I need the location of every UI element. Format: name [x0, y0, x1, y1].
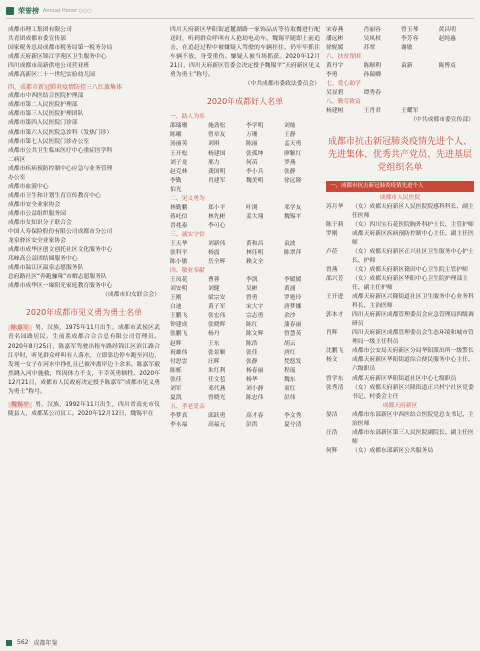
org-line: 成都市中西医结合医院护理部 [8, 93, 84, 100]
column-3 [326, 26, 474, 456]
person-name: 岳全辉 [208, 259, 226, 266]
person-name: 付思雲 [170, 358, 188, 365]
name-grid [326, 107, 474, 116]
awardee-desc: 成都市公安局天府新区分局华阳派出所一级警长 [352, 348, 474, 355]
person-name: 张宏伟 [208, 313, 226, 320]
group-title: 八、勤劳致富 [326, 99, 361, 106]
page-header [6, 5, 474, 17]
person-name: 刘健 [208, 286, 220, 293]
awardee-name: 沈鹏飞 [326, 348, 344, 355]
name-grid [170, 240, 320, 267]
person-name: 刘子龙 [170, 159, 188, 166]
person-name: 邵瑞珊 [170, 123, 188, 130]
person-name: 杨震 [208, 250, 220, 257]
org-line: 成都市第六人民医院急诊科（发热门诊） [8, 129, 113, 136]
person-name: 刘小静 [246, 385, 264, 392]
person-name: 曾玉琴 [401, 27, 419, 33]
org-line: 共青团成都市委宣传部 [8, 36, 66, 43]
header-divider [6, 18, 474, 19]
col2-signature: （中共成都市委政法委员会） [244, 81, 320, 88]
awardee-desc: （女）四川宝石花医院胸外科护士长、主管护师 [352, 221, 474, 228]
group-title: 四、敬业奉献 [170, 268, 205, 275]
awardee-name: 晏洁 [326, 411, 338, 418]
org-line: 成都市女知识分子联合会 [8, 219, 72, 226]
person-name: 王肖君 [363, 108, 381, 115]
hero-paragraph-1 [8, 324, 160, 396]
org-line: 成都市公共卫生临床医疗中心重症医学科 [8, 147, 113, 154]
person-name: 王开松 [170, 150, 188, 157]
name-grid [170, 276, 320, 403]
person-name: 赖文全 [246, 259, 264, 266]
person-name: 袁新 [401, 63, 413, 70]
person-name: 胡云 [284, 340, 296, 347]
person-name: 徐远隆 [284, 177, 302, 184]
person-name: 张静 [284, 168, 296, 175]
person-name: 陈文辉 [246, 331, 264, 338]
person-name: 袁波 [284, 240, 296, 247]
person-name: 宋大宇 [246, 304, 264, 311]
person-name: 龚国明 [208, 168, 226, 175]
name-grid [170, 122, 320, 194]
org-line: 成都市安全业家协会 [8, 201, 61, 208]
org-line: 成都市第二人民医院护理部 [8, 102, 78, 109]
awardee-name: 罗刚 [326, 230, 338, 237]
awardee-name: 张秀清 [326, 384, 344, 391]
person-name: 白迪 [170, 304, 182, 311]
person-name: 王天华 [170, 240, 188, 247]
person-name: 邱跃勇 [208, 412, 226, 419]
person-name: 朱红利 [208, 367, 226, 374]
awardee-desc: 四川天府新区成都管理委员会生态环境和城市管理局一级主任科员 [352, 330, 474, 346]
person-name: 夏凯 [170, 394, 182, 401]
person-name: 邢力 [208, 159, 220, 166]
person-name: 彭洪 [246, 421, 258, 428]
org-line: 成都市成华区一缘阳光家庭教育服务中心 [8, 283, 113, 290]
person-name: 张鹏飞 [170, 331, 188, 338]
person-name: 汤丽英 [170, 141, 188, 148]
person-name: 林佳明 [246, 250, 264, 257]
person-name: 李文秀 [284, 412, 302, 419]
person-name: 李媛媛 [284, 277, 302, 284]
person-name: 赵辉 [170, 340, 182, 347]
org-line: 成都市理工集团有限公司 [8, 27, 72, 33]
person-name: 张晓晖 [208, 322, 226, 329]
name-grid [326, 62, 474, 80]
person-name: 郑小平 [208, 204, 226, 211]
person-name: 蒋吒信 [170, 213, 188, 220]
org-line: 龙泉驿区安全业家协会 [8, 238, 66, 245]
good-people-groups-continued [326, 26, 474, 116]
awardee-desc: 成都天府新区华阳街道社区中心七级职员 [352, 375, 457, 382]
org-line: 四川成都市高新供电公司营业班 [8, 63, 90, 70]
subsection-bar: 一、成都市抗击新冠肺炎疫情先进个人 [326, 181, 474, 192]
person-name: 张静 [246, 358, 258, 365]
person-name: 陈曦 [170, 132, 182, 139]
column-2 [170, 26, 320, 430]
group-title: 二、见义勇为 [170, 195, 205, 202]
section-title-heroes: 2020年成都市见义勇为勇士名单 [25, 308, 143, 318]
person-name: 苏翠 [363, 45, 376, 52]
person-name: 李凯 [246, 277, 258, 284]
reward-list-2 [326, 411, 474, 456]
person-name: 何苗 [246, 159, 258, 166]
person-name: 曾章友 [208, 132, 226, 139]
person-name: 张佳 [170, 376, 182, 383]
person-name: 李可心 [208, 222, 226, 229]
org-line: 成都市血液中心 [8, 183, 49, 190]
person-name: 余沙 [284, 313, 296, 320]
header-title: 荣誉榜 [18, 7, 39, 15]
page-marker-icon [6, 640, 12, 646]
person-name: 王耀军 [401, 108, 419, 115]
person-name: 陈红 [246, 322, 258, 329]
group-title: 六、扶贫帮困 [326, 54, 361, 61]
person-name: 杨建国 [208, 150, 226, 157]
person-name: 陈忠伟 [246, 394, 264, 401]
hero-name-tag: 陈嘉军 [8, 325, 32, 331]
name-grid [326, 26, 474, 53]
subsection-title: 四、成都市新冠肺炎疫情防控三八红旗集体 [8, 84, 123, 92]
person-name: 吴显碧 [326, 90, 344, 97]
page-number: 562 [17, 639, 29, 646]
awardee-desc: （女）成都东部新区公共服务局 [352, 447, 434, 454]
person-name: 罗艳玲 [284, 295, 302, 302]
person-name: 陈顺利 [363, 63, 381, 70]
awardee-name: 陈于莉 [326, 221, 344, 228]
person-name: 陈博贞 [438, 63, 456, 70]
org-list-top [8, 26, 160, 80]
person-name: 高才春 [246, 412, 264, 419]
person-name: 陈浩 [246, 340, 258, 347]
person-name: 李勇 [326, 72, 338, 79]
person-name: 宗志勇 [246, 313, 264, 320]
person-name: 夏兮清 [284, 421, 302, 428]
person-name: 魏美明 [246, 177, 264, 184]
section-badge-icon [6, 7, 14, 15]
person-name: 王刚 [170, 295, 182, 302]
awardee-name: 苏月华 [326, 203, 344, 210]
org-line: 成都市第七人民医院门诊办公室 [8, 138, 90, 145]
person-name: 杨华 [246, 376, 258, 383]
person-name: 李梦真 [170, 412, 188, 419]
hero-paragraph-continued: 四川天府新区华阳街道麓湖路一家饰品店等待取餐进行配送时，听到群众呼叫有人抢劫电动车。魏锡平随即上前追击，在追赶过程中被嫌疑人驾驶的车辆挂住，仍牢牢抓住车辆不放，身受重伤。嫌疑人被当场抓获。2020年12月21日，四川天府新区管委会决定授予魏锡平“天府新区见义勇为勇士”称号。 [170, 27, 320, 79]
person-name: 伯光 [170, 186, 182, 193]
person-name: 谢敏 [401, 45, 413, 52]
person-name: 宋春燕 [326, 27, 344, 33]
hero-text: 男，汉族，1975年11月出生，成都市武侯区武青名园路居民。生前系成都合合合总有限公司管理员。2020年8月25日，陈嘉军驾驶出租车路经锦江区滨江路合江亭时，听见群众呼叫有人落水，立即靠边停车跑至河边，发现一女子在河水中挣扎且已被冲离岸边十余米。陈嘉军毅然跳入河中施救，终因体力不支，不幸英勇牺牲。2020年12月21日，成都市人民政府决定授予陈嘉军“成都市见义勇为勇士”称号。 [8, 325, 160, 395]
person-name: 王静 [284, 132, 296, 139]
awardee-name: 卢莅 [326, 248, 338, 255]
person-name: 唐梦娜 [284, 304, 302, 311]
person-name: 唐红 [284, 349, 296, 356]
person-name: 赵克林 [170, 168, 188, 175]
org-line: 成都高新区二十一世纪实验幼儿园 [8, 72, 95, 79]
person-name: 邓代燕 [208, 385, 226, 392]
person-name: 彭伟 [284, 394, 296, 401]
column-1 [8, 26, 160, 419]
group-title: 一、助人为乐 [170, 114, 205, 121]
awardee-name: 何辉 [326, 447, 338, 454]
person-name: 徐妮媛 [326, 45, 344, 52]
org-line: 成都天府新区锦江学苑区卫生服务中心 [8, 54, 107, 61]
group-title: 七、爱心助学 [326, 81, 361, 88]
org-line: 成都市疾病预防控制中心应急与业务管理 [8, 165, 113, 172]
person-name: 陈栎 [170, 367, 182, 374]
person-name: 廖颖红 [284, 150, 302, 157]
awardee-desc: 成都天府新区兴隆街道社区卫生服务中心业务科科长、主治医师 [352, 294, 474, 310]
org-list-honor [8, 92, 160, 291]
person-name: 吴彬 [246, 286, 258, 293]
person-name: 李学明 [246, 123, 264, 130]
person-name: 李永福 [170, 421, 188, 428]
person-name: 高福元 [208, 421, 226, 428]
person-name: 刘琪 [208, 141, 220, 148]
person-name: 张佳 [246, 349, 258, 356]
name-grid [170, 412, 320, 430]
awardee-name: 杨文 [326, 357, 338, 364]
person-name: 陈丽 [246, 141, 258, 148]
person-name: 程瑶 [284, 367, 296, 374]
page-footer [6, 638, 57, 647]
person-name: 李芳容 [401, 36, 419, 43]
col1-signature: （成都市妇女联合会） [102, 292, 160, 299]
name-grid [326, 89, 474, 98]
person-name: 张孤坤 [246, 150, 264, 157]
good-people-groups [170, 113, 320, 430]
person-name: 张科平 [170, 250, 188, 257]
person-name: 姜大翔 [246, 213, 264, 220]
person-name: 刘灿 [284, 123, 296, 130]
awardee-desc: 成都天府新区疾病预防控制中心主任、副主任医师 [352, 230, 474, 246]
org-line: 办公室 [8, 174, 26, 181]
person-name: 曾晓光 [208, 394, 226, 401]
awardee-desc: 成都市东部新区第三人民医院副院长、副主任医师 [352, 429, 474, 445]
person-name: 潘远彬 [326, 36, 344, 43]
person-name: 陈翠萍 [284, 250, 302, 257]
awardee-name: 肖辉 [326, 330, 338, 337]
awardee-desc: （女）成都天府新区正兴社区卫生服务中心护士长、护师 [352, 248, 474, 264]
awardee-desc: （女）成都天府新区人民医院院感科科长、副主任医师 [352, 203, 474, 219]
person-name: 王凤花 [170, 277, 188, 284]
person-name: 孙瑞卿 [363, 72, 381, 79]
person-name: 黄涌 [284, 286, 296, 293]
awardee-desc: 四川天府新区成都管理委员会应急管理局四级调研员 [352, 312, 474, 328]
person-name: 曾慧英 [284, 331, 302, 338]
person-name: 叶浏 [246, 204, 258, 211]
group-title: 五、孝老爱亲 [170, 403, 205, 410]
person-name: 黄和昌 [246, 240, 264, 247]
person-name: 杨建树 [326, 108, 344, 115]
person-name: 王鹏飞 [170, 313, 188, 320]
unit-label: 成都市人民医院 [379, 194, 421, 201]
org-line: 成都市温江区温泉志愿服务队 [8, 265, 84, 272]
person-name: 肖建军 [208, 177, 226, 184]
person-name: 邓学友 [284, 204, 302, 211]
awardee-desc: 成都天府新区华阳街道综合便民服务中心主任、六级职员 [352, 357, 474, 373]
org-line: 成都市第四人民医院门诊部 [8, 120, 78, 127]
person-name: 黄子军 [208, 304, 226, 311]
person-name: 张景顺 [208, 349, 226, 356]
awardee-desc: （女）成都天府新区籍田中心卫生院主管护师 [352, 266, 468, 273]
person-name: 孟天勇 [284, 141, 302, 148]
awardee-name: 曾学东 [326, 375, 344, 382]
org-line: 成都市成华区创文创托社区文化服务中心 [8, 247, 113, 254]
org-line: 邛崃高公益团结圈服务中心 [8, 256, 78, 263]
person-name: 陈小敏 [170, 259, 188, 266]
awardee-name: 邵兴芳 [326, 275, 344, 282]
person-name: 魏锡平 [284, 213, 302, 220]
person-name: 谭秀春 [363, 90, 381, 97]
group-title: 三、诚实守信 [170, 231, 205, 238]
person-name: 杨春丽 [246, 367, 264, 374]
awardee-name: 曾燕 [326, 266, 338, 273]
person-name: 肖丽容 [363, 27, 381, 33]
person-name: 王东 [208, 340, 220, 347]
unit-label: 成都天府新区 [382, 402, 418, 409]
person-name: 林先彬 [208, 213, 226, 220]
org-line: 成都市第三人民医院护理团队 [8, 111, 84, 118]
person-name: 施劲松 [208, 123, 226, 130]
person-name: 杨丹 [208, 331, 220, 338]
org-line: 中国人寿保险股份有限公司成都市分公司 [8, 229, 113, 236]
person-name: 吴凤权 [363, 36, 381, 43]
person-name: 刘军 [170, 385, 182, 392]
person-name: 刘新伟 [208, 240, 226, 247]
hero-name-tag: 魏锡平 [8, 402, 32, 408]
org-line: 成都市公益组织服务园 [8, 210, 66, 217]
person-name: 童红 [284, 385, 296, 392]
person-name: 黄昌明 [438, 27, 456, 33]
section-title-covid: 成都市抗击新冠肺炎疫情先进个人、先进集体、优秀共产党员、先进基层党组织名单 [327, 136, 472, 173]
person-name: 祝雄伟 [170, 349, 188, 356]
person-name: 李勤 [170, 177, 182, 184]
org-line: 总府路社区“奔跑骊珠”市解志愿服务队 [8, 274, 107, 281]
person-name: 罗燕 [284, 159, 296, 166]
org-line: 国家税务总局成都市税务局第一税务分局 [8, 45, 113, 52]
awardee-name: 郭本才 [326, 312, 344, 319]
awardee-desc: （女）成都天府新区兴隆街道正兴村宁社区党委书记、村委会主任 [352, 384, 474, 400]
hero-paragraph-2 [8, 401, 160, 419]
person-name: 刘安明 [170, 286, 188, 293]
header-subtitle: Annual Honor ○○○ [43, 8, 92, 14]
person-name: 晋兆泰 [170, 222, 188, 229]
awardee-name: 王开进 [326, 294, 344, 301]
person-name: 黄丹宇 [326, 63, 344, 70]
person-name: 林勤鹏 [170, 204, 188, 211]
person-name: 赵纯惠 [438, 36, 456, 43]
section-title-good-people: 2020年成都好人名单 [206, 97, 284, 107]
reward-list [326, 203, 474, 402]
hero-text: 男，汉族，1992年11月出生，四川省南充市仪陇县人，成都某公司员工。2020年12月12日，魏锡平在 [8, 401, 160, 417]
footer-label: 成都年鉴 [33, 640, 58, 647]
awardee-desc: 成都市东部新区中西医结合医院党总支书记、主治医师 [352, 411, 474, 427]
person-name: 曾勇 [246, 295, 258, 302]
org-line: 二病区 [8, 156, 26, 163]
person-name: 万珊 [246, 132, 258, 139]
person-name: 李小兵 [246, 168, 264, 175]
person-name: 曹蓉 [208, 277, 220, 284]
org-line: 成都市卫生和计划生育宣传教育中心 [8, 192, 101, 199]
person-name: 蒲春丽 [284, 322, 302, 329]
person-name: 任文苞 [208, 376, 226, 383]
awardee-name: 汪浩 [326, 429, 338, 436]
col3-signature: （中共成都市委宣传部） [410, 117, 474, 124]
person-name: 梵悠发 [284, 358, 302, 365]
person-name: 汪晖 [208, 358, 220, 365]
person-name: 魏东 [284, 376, 296, 383]
person-name: 钟建成 [170, 322, 188, 329]
awardee-desc: （女）成都天府新区华阳中心卫生院护理部主任、副主任护师 [352, 275, 468, 292]
name-grid [170, 204, 320, 231]
person-name: 梁宗安 [208, 295, 226, 302]
